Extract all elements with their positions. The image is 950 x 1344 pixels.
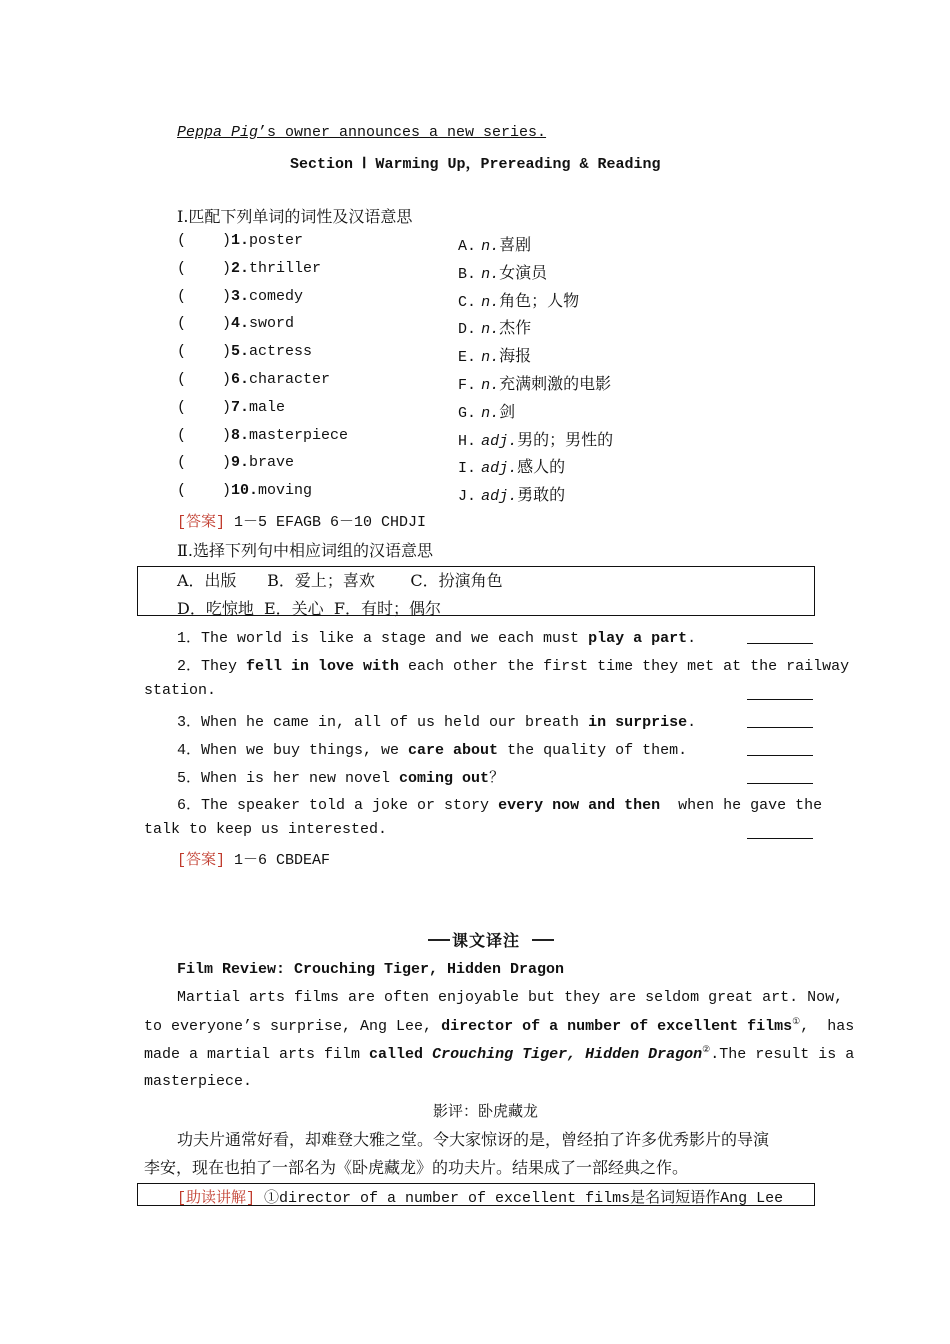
review-l2-a: to everyone’s surprise, Ang Lee, (144, 1018, 442, 1035)
q1-end: . (687, 630, 697, 647)
vocab-option (458, 232, 531, 255)
review-l2-end: , has (800, 1018, 855, 1035)
option-meaning: 女演员 (499, 262, 548, 282)
question-1 (177, 626, 696, 647)
section-title: Section Ⅰ Warming Up，Prereading & Reading (290, 156, 661, 173)
part-of-speech: n. (481, 321, 500, 339)
part-of-speech: adj. (481, 488, 518, 506)
option-letter: C. (458, 293, 477, 311)
q4-end: the quality of them. (498, 742, 688, 759)
vocab-word: actress (249, 343, 313, 361)
option-meaning: 杰作 (499, 318, 532, 338)
vocab-word: brave (249, 454, 295, 472)
answer-blank-3[interactable] (747, 710, 813, 728)
vocab-word: masterpiece (249, 426, 349, 444)
option-meaning: 勇敢的 (517, 485, 566, 505)
answer-tag: [答案] (177, 514, 226, 531)
vocab-question: ( )2.thriller (177, 259, 322, 277)
review-line-4: masterpiece. (144, 1073, 253, 1090)
question-5 (177, 766, 504, 787)
answer-blank-2[interactable] (747, 682, 813, 700)
q4-phrase: care about (408, 742, 499, 759)
vocab-question: ( )6.character (177, 371, 331, 388)
cn-title: 影评：卧虎藏龙 (433, 1102, 539, 1120)
section-banner (428, 928, 554, 950)
review-l3-a: made a martial arts film (144, 1046, 370, 1063)
vocab-number: 8. (231, 426, 250, 444)
vocab-number: 1. (231, 232, 250, 249)
option-letter: J. (458, 488, 477, 506)
part-of-speech: adj. (481, 460, 518, 478)
q3-phrase: in surprise (588, 714, 688, 731)
review-title: Film Review: Crouching Tiger, Hidden Dragon (177, 961, 565, 978)
vocab-question: ( )8.masterpiece (177, 426, 349, 444)
note-line (177, 1186, 783, 1207)
vocab-number: 6. (231, 371, 250, 388)
answer-blank-5[interactable] (747, 766, 813, 784)
q6-phrase: every now and then (498, 797, 661, 814)
option-letter: B. (458, 265, 477, 283)
note-text: ①director of a number of excellent films是名词短语作Ang Lee (255, 1190, 784, 1207)
vocab-question: ( )9.brave (177, 454, 295, 472)
answer-text-2: 1－6 CBDEAF (225, 852, 331, 869)
answer-blank-6[interactable] (747, 821, 813, 839)
q4-text: 4．When we buy things, we (177, 742, 409, 759)
review-line-3 (144, 1045, 854, 1063)
q3-text: 3．When he came in, all of us held our breath (177, 714, 589, 731)
vocab-option (458, 399, 515, 422)
option-letter: E. (458, 349, 477, 367)
vocab-option (458, 288, 579, 311)
question-4 (177, 738, 687, 759)
review-line-2 (144, 1017, 854, 1035)
options-line-1: A．出版 B．爱上；喜欢 C．扮演角色 (177, 571, 503, 590)
vocab-word: sword (249, 315, 295, 333)
answer-blank-4[interactable] (747, 738, 813, 756)
q6-text: 6．The speaker told a joke or story (177, 797, 499, 814)
vocab-number: 9. (231, 454, 250, 472)
q2-text: 2．They (177, 658, 247, 675)
part1-answer (177, 510, 426, 531)
vocab-word: male (249, 398, 286, 416)
q2-end: each other the first time they met at the railway (399, 658, 850, 675)
vocab-word: comedy (249, 287, 304, 305)
footnote-mark-1: ① (792, 1017, 801, 1027)
note-tag: [助读讲解] (177, 1190, 256, 1207)
option-meaning: 感人的 (517, 457, 566, 477)
part-of-speech: n. (481, 349, 500, 367)
review-l3-film-title: Crouching Tiger, Hidden Dragon (432, 1046, 703, 1063)
option-letter: G. (458, 404, 477, 422)
review-l3-end: .The result is a (710, 1046, 855, 1063)
vocab-question: ( )7.male (177, 398, 286, 416)
option-letter: I. (458, 460, 477, 478)
intro-rest: ’s owner announces a new series. (258, 124, 547, 141)
vocab-option (458, 482, 565, 505)
question-3 (177, 710, 696, 731)
q6-end: when he gave the (660, 797, 823, 814)
part2-answer (177, 848, 330, 869)
vocab-question: ( )4.sword (177, 315, 295, 333)
part-of-speech: n. (481, 293, 500, 311)
vocab-option (458, 371, 611, 394)
option-letter: H. (458, 432, 477, 450)
option-meaning: 海报 (499, 346, 532, 366)
vocab-question: ( )5.actress (177, 343, 313, 361)
cn-line-1: 功夫片通常好看，却难登大雅之堂。令大家惊讶的是，曾经拍了许多优秀影片的导演 (177, 1130, 770, 1149)
part2-heading: Ⅱ.选择下列句中相应词组的汉语意思 (177, 541, 433, 560)
vocab-question: ( )10.moving (177, 482, 313, 500)
option-letter: A. (458, 238, 477, 255)
option-letter: D. (458, 321, 477, 339)
vocab-word: poster (249, 232, 304, 249)
part1-heading: Ⅰ.匹配下列单词的词性及汉语意思 (177, 207, 413, 226)
vocab-word: thriller (249, 259, 322, 277)
vocab-question: ( )3.comedy (177, 287, 304, 305)
vocab-word: moving (258, 482, 313, 500)
part-of-speech: n. (481, 238, 500, 255)
vocab-number: 3. (231, 287, 250, 305)
option-meaning: 喜剧 (499, 235, 532, 254)
vocab-number: 5. (231, 343, 250, 361)
review-l2-phrase: director of a number of excellent films (441, 1018, 793, 1035)
question-2-cont: station. (144, 682, 217, 699)
vocab-option (458, 260, 547, 283)
option-meaning: 角色；人物 (499, 290, 580, 310)
footnote-mark-2: ② (702, 1045, 711, 1055)
review-line-1: Martial arts films are often enjoyable but they are seldom great art. Now, (177, 989, 844, 1006)
option-letter: F. (458, 377, 477, 394)
cn-line-2: 李安，现在也拍了一部名为《卧虎藏龙》的功夫片。结果成了一部经典之作。 (144, 1158, 689, 1177)
answer-text: 1－5 EFAGB 6－10 CHDJI (225, 514, 427, 531)
vocab-question: ( )1.poster (177, 232, 304, 249)
option-meaning: 充满刺激的电影 (499, 374, 612, 393)
q5-end: ？ (489, 770, 505, 787)
vocab-number: 10. (231, 482, 259, 500)
vocab-number: 7. (231, 398, 250, 416)
answer-blank-1[interactable] (747, 626, 813, 644)
q5-text: 5．When is her new novel (177, 770, 400, 787)
intro-line (177, 124, 546, 141)
vocab-word: character (249, 371, 331, 388)
q1-phrase: play a part (588, 630, 688, 647)
vocab-option (458, 427, 613, 450)
answer-tag-2: [答案] (177, 852, 226, 869)
vocab-number: 2. (231, 259, 250, 277)
part-of-speech: n. (481, 265, 500, 283)
review-l3-called: called (369, 1046, 424, 1063)
vocab-option (458, 454, 565, 477)
vocab-number: 4. (231, 315, 250, 333)
intro-title: Peppa Pig (177, 124, 259, 141)
question-2 (177, 654, 849, 675)
option-meaning: 剑 (499, 401, 516, 421)
banner-title: 课文译注 (452, 931, 521, 950)
q1-text: 1．The world is like a stage and we each must (177, 630, 589, 647)
vocab-option (458, 315, 531, 338)
part-of-speech: adj. (481, 432, 518, 450)
options-line-2: D．吃惊地 E．关心 F．有时；偶尔 (177, 599, 441, 618)
vocab-option (458, 343, 531, 366)
q2-phrase: fell in love with (246, 658, 400, 675)
question-6-cont: talk to keep us interested. (144, 821, 388, 838)
q3-end: . (687, 714, 697, 731)
question-6 (177, 793, 822, 814)
part-of-speech: n. (481, 377, 500, 394)
option-meaning: 男的；男性的 (517, 429, 614, 449)
part-of-speech: n. (481, 404, 500, 422)
q5-phrase: coming out (399, 770, 490, 787)
